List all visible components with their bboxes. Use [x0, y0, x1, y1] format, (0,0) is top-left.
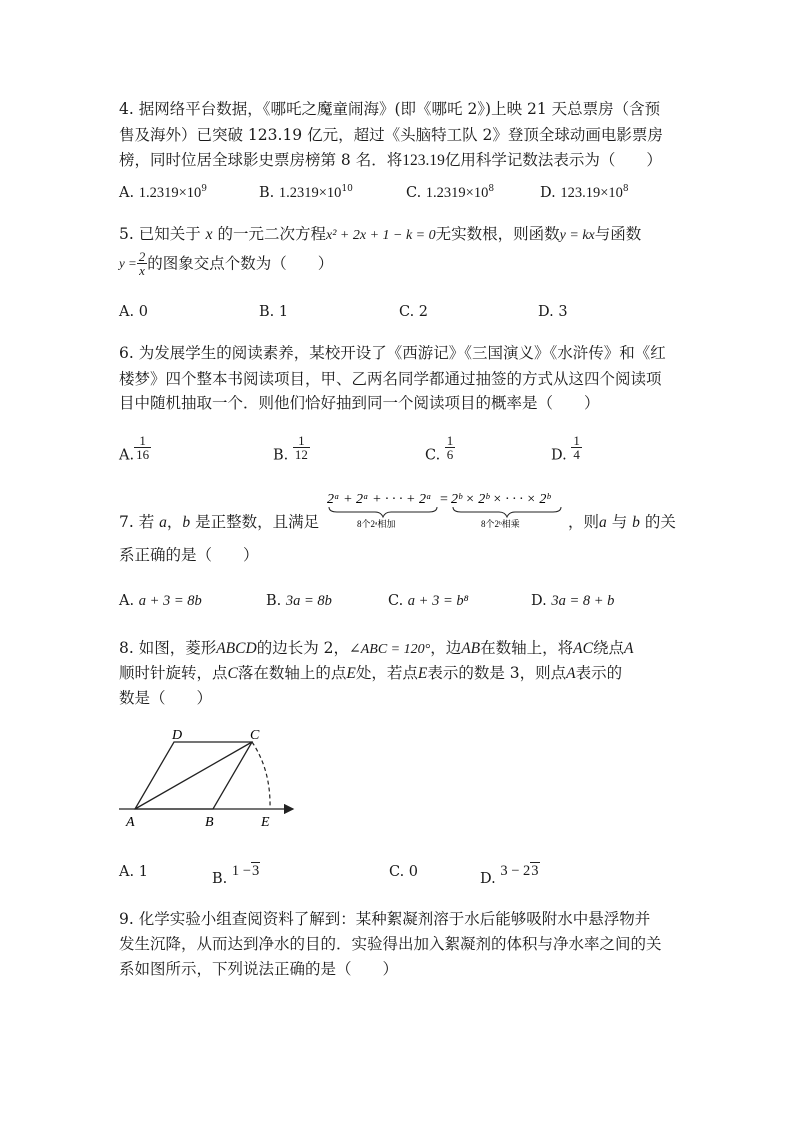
q4-options	[119, 184, 699, 212]
q4-line-1: 4. 据网络平台数据，《哪吒之魔童闹海》(即《哪吒 2》)上映 21 天总票房（含预	[119, 100, 661, 118]
q7-line-1-start: 7. 若 a，b 是正整数，且满足	[119, 513, 320, 531]
q5-option-a[interactable]: A. 0	[119, 304, 148, 320]
q8-option-d[interactable]: D. 3 − 23	[480, 863, 539, 887]
q7-line-2: 系正确的是（ ）	[119, 546, 259, 564]
label-c: C	[250, 728, 260, 743]
q6-option-c[interactable]: C. $\frac{1}{6}$	[425, 433, 454, 464]
q8-option-c[interactable]: C. 0	[389, 864, 419, 880]
q6-options	[119, 428, 699, 464]
q7-line-1-end: ，则a 与 b 的关	[568, 513, 676, 531]
rotation-arc	[252, 742, 270, 809]
q9-line-2: 发生沉降，从而达到净水的目的．实验得出加入絮凝剂的体积与净水率之间的关	[119, 935, 662, 953]
q7-right-brace	[453, 507, 561, 517]
q6-line-2: 楼梦》四个整本书阅读项目，甲、乙两名同学都通过抽签的方式从这四个阅读项	[119, 370, 662, 388]
q6-option-a[interactable]: A. $\frac{1}{16}$	[119, 433, 150, 464]
q7-eq: =	[440, 492, 448, 507]
q4-option-c[interactable]: C. $1.2319\times 10^8$	[406, 184, 495, 201]
q4-line-2: 售及海外）已突破 123.19 亿元，超过《头脑特工队 2》登顶全球动画电影票房	[119, 126, 663, 144]
label-e: E	[261, 815, 270, 830]
q8-line-2: 顺时针旋转，点C落在数轴上的点E处，若点E表示的数是 3，则点A表示的	[119, 664, 623, 682]
q7-left-label: 8个2ᵃ相加	[357, 519, 396, 529]
q5-options	[119, 304, 699, 332]
q5-option-c[interactable]: C. 2	[399, 304, 429, 320]
q7-left-expr: 2ᵃ + 2ᵃ + · · · + 2ᵃ	[327, 492, 432, 507]
q8-option-b[interactable]: B. 1 −3	[212, 863, 260, 887]
q8-line-3: 数是（ ）	[119, 689, 213, 707]
diagonal-ac	[135, 742, 252, 809]
q8-line-1: 8. 如图，菱形ABCD的边长为 2，∠ABC = 120°，边AB在数轴上，将AC绕点A	[119, 639, 634, 657]
q7-left-brace	[329, 507, 437, 517]
q6-option-b[interactable]: B. $\frac{1}{12}$	[273, 433, 308, 464]
q4-option-d[interactable]: D. $123.19\times 10^8$	[540, 184, 629, 201]
q4-option-a[interactable]: A. $1.2319\times 10^9$	[119, 184, 207, 201]
q7-option-b[interactable]: B. 3a = 8b	[266, 593, 332, 609]
q7-right-label: 8个2ᵇ相乘	[481, 519, 520, 529]
q5-option-b[interactable]: B. 1	[259, 304, 289, 320]
q9-line-3: 系如图所示，下列说法正确的是（ ）	[119, 960, 399, 978]
q9-line-1: 9. 化学实验小组查阅资料了解到：某种絮凝剂溶于水后能够吸附水中悬浮物并	[119, 910, 651, 928]
q7-right-expr: 2ᵇ × 2ᵇ × · · · × 2ᵇ	[451, 492, 551, 507]
label-d: D	[172, 728, 183, 743]
q5-fraction: $\frac{2}{x}$	[138, 249, 146, 278]
q7-option-c[interactable]: C. a + 3 = b⁸	[388, 593, 469, 609]
q4-option-b[interactable]: B. $1.2319\times 10^{10}$	[259, 184, 353, 201]
q6-line-3: 目中随机抽取一个．则他们恰好抽到同一个阅读项目的概率是（ ）	[119, 394, 600, 412]
q7-option-d[interactable]: D. 3a = 8 + b	[531, 593, 615, 609]
q7-brace-svg	[327, 487, 567, 531]
q6-option-d[interactable]: D. $\frac{1}{4}$	[551, 433, 580, 464]
q7-options	[119, 593, 699, 621]
q8-options	[119, 862, 699, 890]
q6-line-1: 6. 为发展学生的阅读素养，某校开设了《西游记》《三国演义》《水浒传》和《红	[119, 344, 666, 362]
q7-brace-expression	[327, 487, 567, 531]
label-a: A	[126, 815, 135, 830]
q7-option-a[interactable]: A. a + 3 = 8b	[119, 593, 202, 609]
q4-line-3: 榜，同时位居全球影史票房榜第 8 名．将123.19亿用科学记数法表示为（ ）	[119, 151, 662, 169]
label-b: B	[205, 815, 214, 830]
q5-line-1: 5. 已知关于 x 的一元二次方程x² + 2x + 1 − k = 0无实数根，则函数y = kx与函数	[119, 225, 642, 243]
q8-option-a[interactable]: A. 1	[119, 864, 148, 880]
q8-rhombus-figure	[115, 724, 305, 834]
q5-option-d[interactable]: D. 3	[538, 304, 568, 320]
q5-line-2: y = $\frac{2}{x}$ 的图象交点个数为（ ）	[119, 249, 334, 278]
